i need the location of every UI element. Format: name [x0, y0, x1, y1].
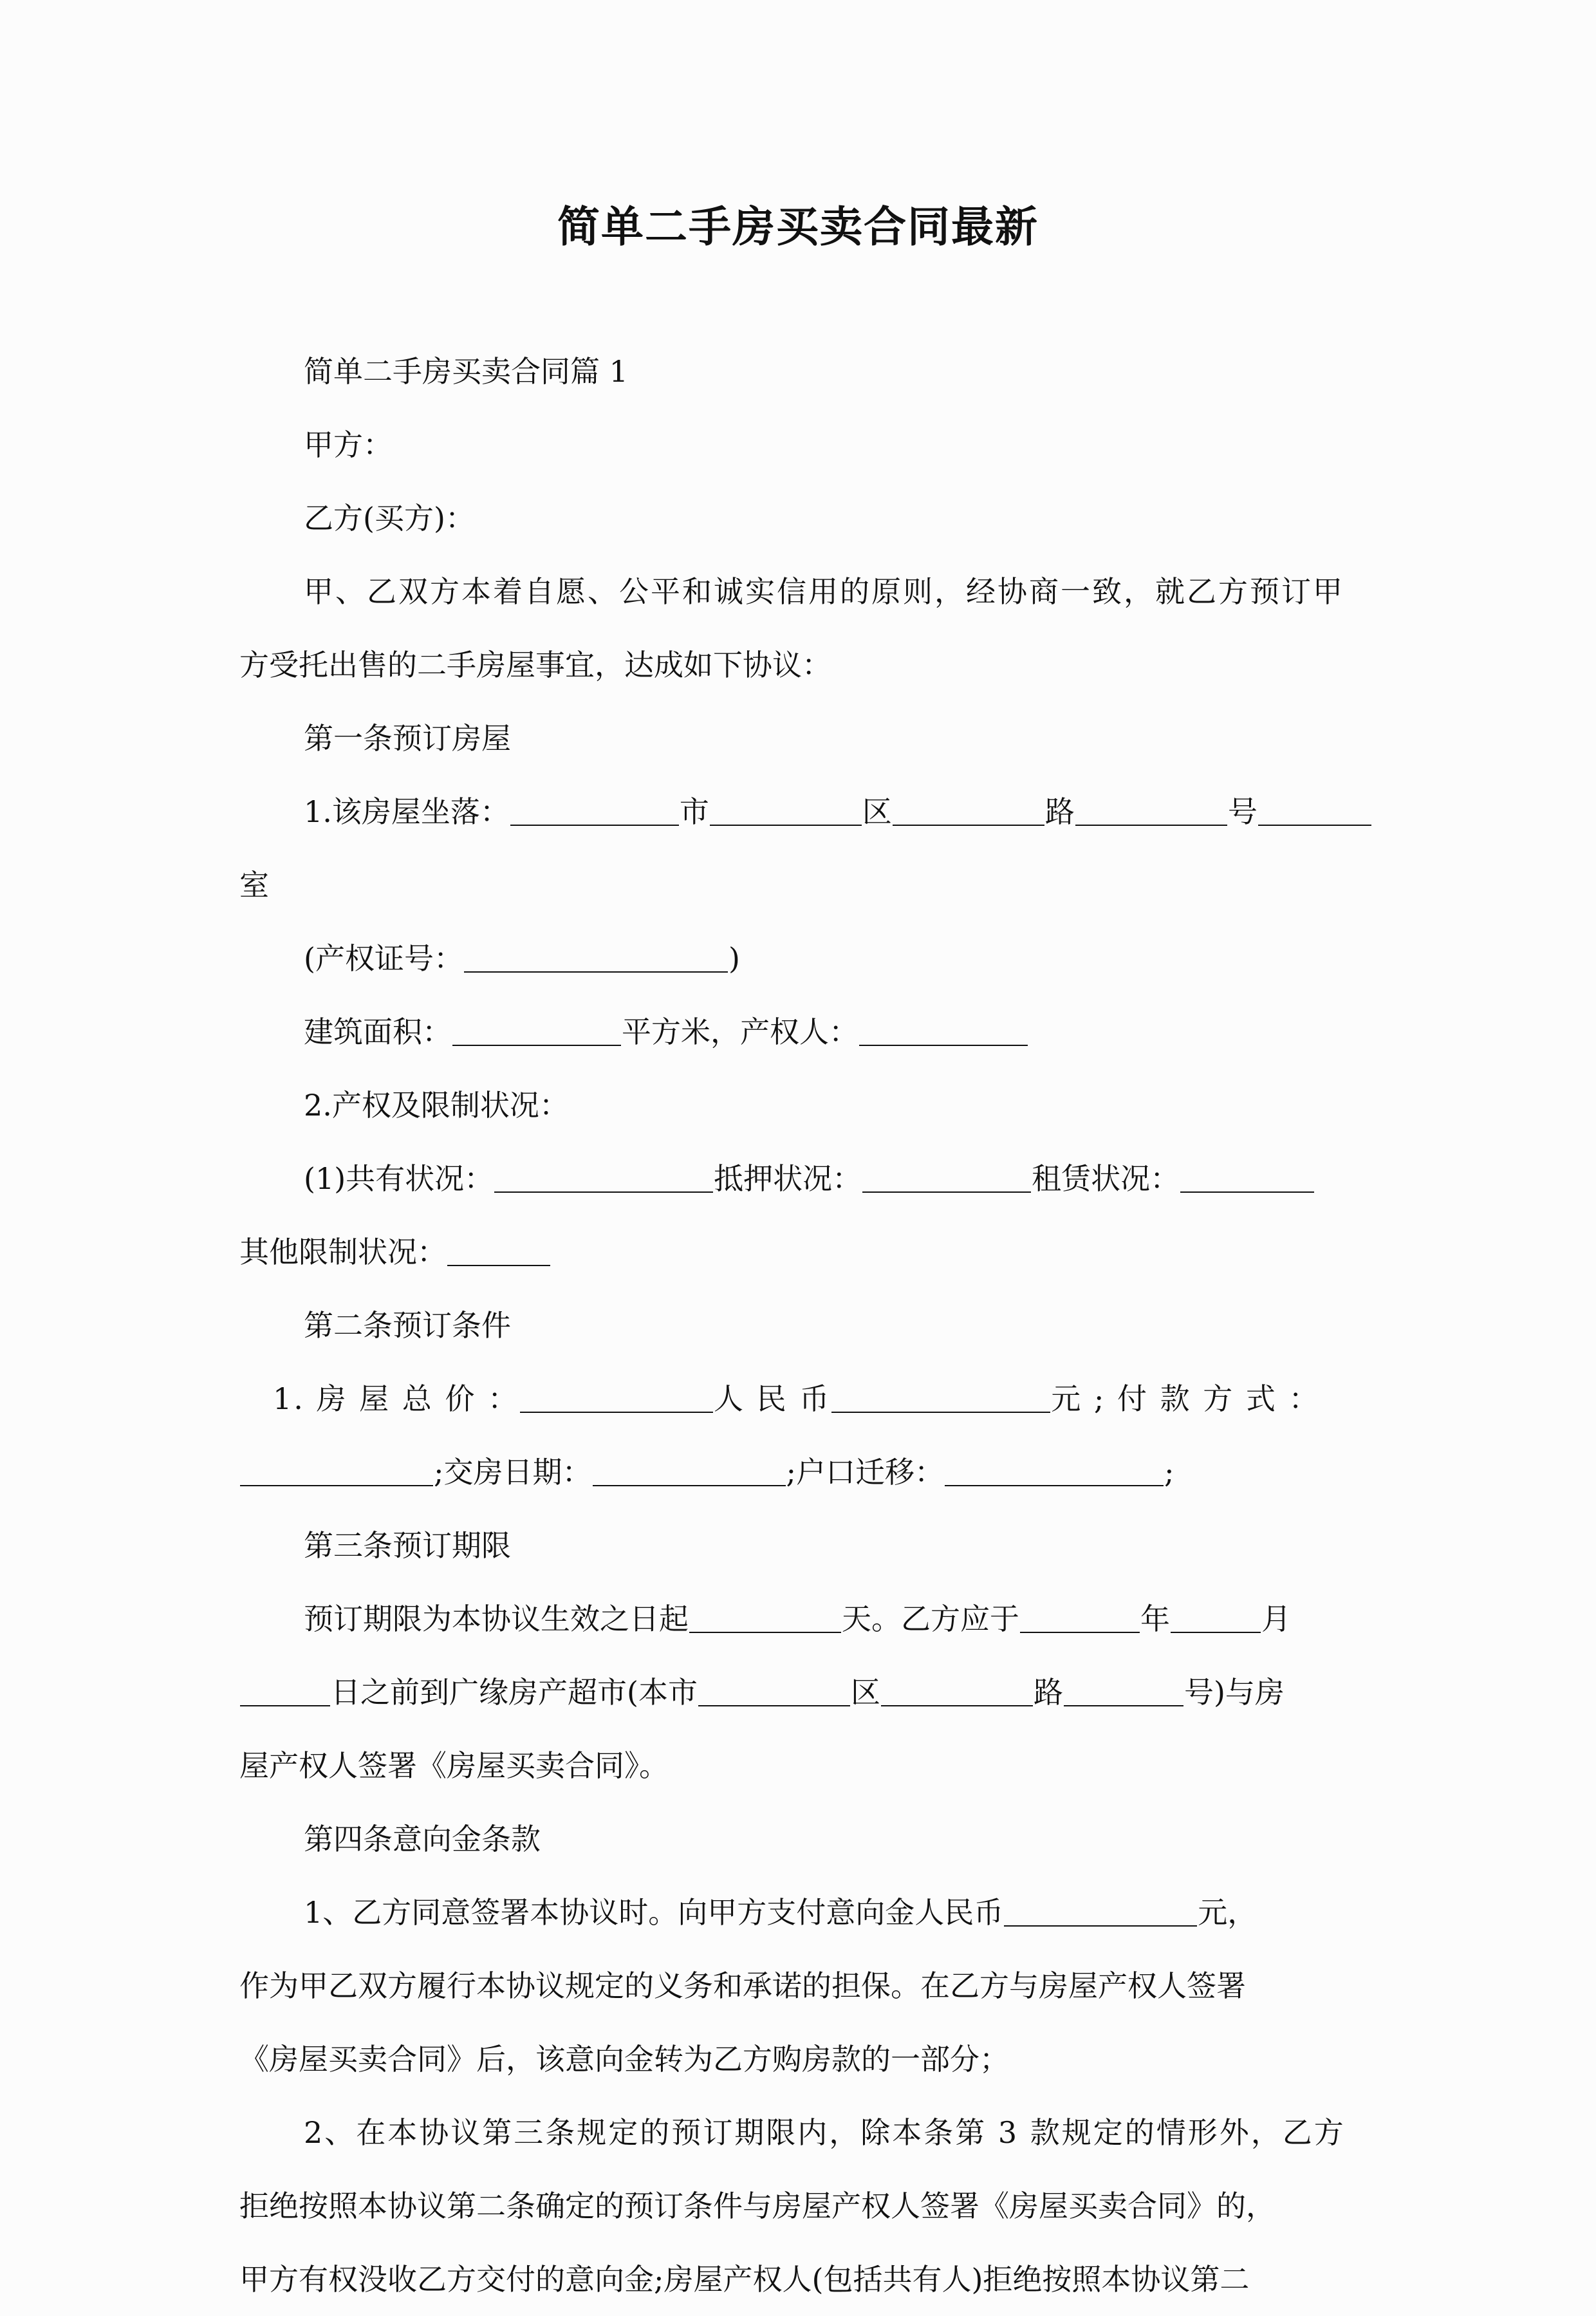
blank-other-restriction[interactable] — [447, 1240, 550, 1266]
blank-handover-date[interactable] — [593, 1461, 786, 1486]
article-1-item-2: 2.产权及限制状况： — [304, 1088, 569, 1123]
blank-intent-amount[interactable] — [1004, 1901, 1197, 1927]
coown-prefix: (1)共有状况： — [304, 1161, 494, 1196]
blank-hukou-transfer[interactable] — [945, 1461, 1164, 1486]
term-t3: 月 — [1261, 1602, 1291, 1636]
blank-month[interactable] — [1171, 1607, 1261, 1633]
blank-cert-no[interactable] — [464, 947, 728, 973]
article-1-item-2-1-wrap — [239, 1215, 1360, 1289]
a1-item1-t4: 号 — [1227, 794, 1257, 829]
intent-prefix: 1、乙方同意签署本协议时。向甲方支付意向金人民币 — [304, 1895, 1004, 1930]
document-body — [239, 335, 1360, 2316]
agency-t1: 区 — [850, 1675, 880, 1710]
party-a-label: 甲方： — [304, 427, 393, 462]
blank-road[interactable] — [893, 800, 1044, 826]
party-b-label: 乙方(买方)： — [304, 501, 475, 536]
agency-prefix: 日之前到广缘房产超市(本市 — [331, 1675, 698, 1710]
article-3-line-2 — [239, 1656, 1360, 1729]
blank-price-amount[interactable] — [831, 1387, 1050, 1413]
agency-t3: 号)与房 — [1183, 1675, 1285, 1710]
yuan-payment-label: 元 ; 付 款 方 式 ： — [1051, 1381, 1321, 1416]
blank-area[interactable] — [452, 1020, 621, 1046]
blank-city[interactable] — [510, 800, 679, 826]
article-1-area — [239, 995, 1360, 1069]
blank-payment-method[interactable] — [240, 1461, 433, 1486]
blank-owner[interactable] — [859, 1020, 1028, 1046]
preamble-line-2: 方受托出售的二手房屋事宜，达成如下协议： — [239, 648, 831, 682]
blank-mortgage[interactable] — [862, 1167, 1031, 1193]
blank-lease[interactable] — [1180, 1167, 1314, 1193]
intent-suffix: 元， — [1198, 1895, 1257, 1930]
blank-co-ownership[interactable] — [494, 1167, 713, 1193]
term-t2: 年 — [1140, 1602, 1170, 1636]
blank-total-price[interactable] — [520, 1387, 713, 1413]
article-1-cert — [239, 922, 1360, 995]
blank-number[interactable] — [1075, 800, 1227, 826]
article-4-item-2-line-1: 2、在本协议第三条规定的预订期限内，除本条第 3 款规定的情形外，乙方 — [304, 2115, 1346, 2150]
article-2-heading: 第二条预订条件 — [304, 1308, 511, 1343]
cert-open: (产权证号： — [304, 941, 463, 976]
a1-item1-t2: 区 — [862, 794, 892, 829]
article-3-line-1 — [239, 1582, 1360, 1656]
a1-item1-wrap: 室 — [239, 868, 269, 902]
article-4-heading: 第四条意向金条款 — [304, 1822, 541, 1856]
rmb-label: 人 民 币 — [714, 1381, 831, 1416]
blank-district[interactable] — [710, 800, 862, 826]
area-prefix: 建筑面积： — [304, 1014, 452, 1049]
article-4-item-1-line-1 — [239, 1876, 1360, 1949]
section-heading-piece1: 简单二手房买卖合同篇 1 — [304, 354, 628, 389]
term-prefix: 预订期限为本协议生效之日起 — [304, 1602, 689, 1636]
preamble-line-1: 甲、乙双方本着自愿、公平和诚实信用的原则，经协商一致，就乙方预订甲 — [304, 574, 1344, 609]
a1-item1-prefix: 1.该房屋坐落： — [304, 794, 510, 829]
agency-t2: 路 — [1033, 1675, 1063, 1710]
mortgage-label: 抵押状况： — [714, 1161, 862, 1196]
article-4-item-2-line-3: 甲方有权没收乙方交付的意向金;房屋产权人(包括共有人)拒绝按照本协议第二 — [239, 2262, 1250, 2297]
article-4-item-1-line-3: 《房屋买卖合同》后，该意向金转为乙方购房款的一部分； — [239, 2042, 1009, 2077]
semicolon-tail: ; — [1164, 1455, 1174, 1490]
article-1-heading: 第一条预订房屋 — [304, 721, 511, 756]
total-price-prefix: 1. 房 屋 总 价 ： — [273, 1381, 519, 1416]
page-title: 简单二手房买卖合同最新 — [557, 201, 1039, 252]
article-4-item-1-line-2: 作为甲乙双方履行本协议规定的义务和承诺的担保。在乙方与房屋产权人签署 — [239, 1968, 1246, 2003]
area-unit: 平方米，产权人： — [622, 1014, 858, 1049]
article-3-heading: 第三条预订期限 — [304, 1528, 511, 1563]
blank-year[interactable] — [1020, 1607, 1140, 1633]
blank-agency-district[interactable] — [698, 1681, 850, 1706]
article-2-item-1 — [239, 1362, 1360, 1435]
blank-agency-number[interactable] — [1064, 1681, 1183, 1706]
blank-agency-road[interactable] — [881, 1681, 1033, 1706]
other-restriction-label: 其他限制状况： — [239, 1235, 447, 1269]
a1-item1-t1: 市 — [679, 794, 709, 829]
hukou-label: ;户口迁移： — [786, 1455, 944, 1490]
article-1-item-2-1 — [239, 1142, 1360, 1215]
blank-day[interactable] — [240, 1681, 330, 1706]
blank-room[interactable] — [1258, 800, 1371, 826]
article-2-item-1-wrap — [239, 1435, 1360, 1509]
article-1-item-1 — [239, 775, 1360, 848]
article-4-item-2-line-2: 拒绝按照本协议第二条确定的预订条件与房屋产权人签署《房屋买卖合同》的， — [239, 2189, 1276, 2223]
cert-close: ) — [728, 941, 740, 976]
term-t1: 天。乙方应于 — [842, 1602, 1019, 1636]
blank-term-days[interactable] — [689, 1607, 841, 1633]
handover-label: ;交房日期： — [434, 1455, 592, 1490]
a1-item1-t3: 路 — [1044, 794, 1075, 829]
article-3-line-3: 屋产权人签署《房屋买卖合同》。 — [239, 1748, 669, 1783]
lease-label: 租赁状况： — [1032, 1161, 1180, 1196]
